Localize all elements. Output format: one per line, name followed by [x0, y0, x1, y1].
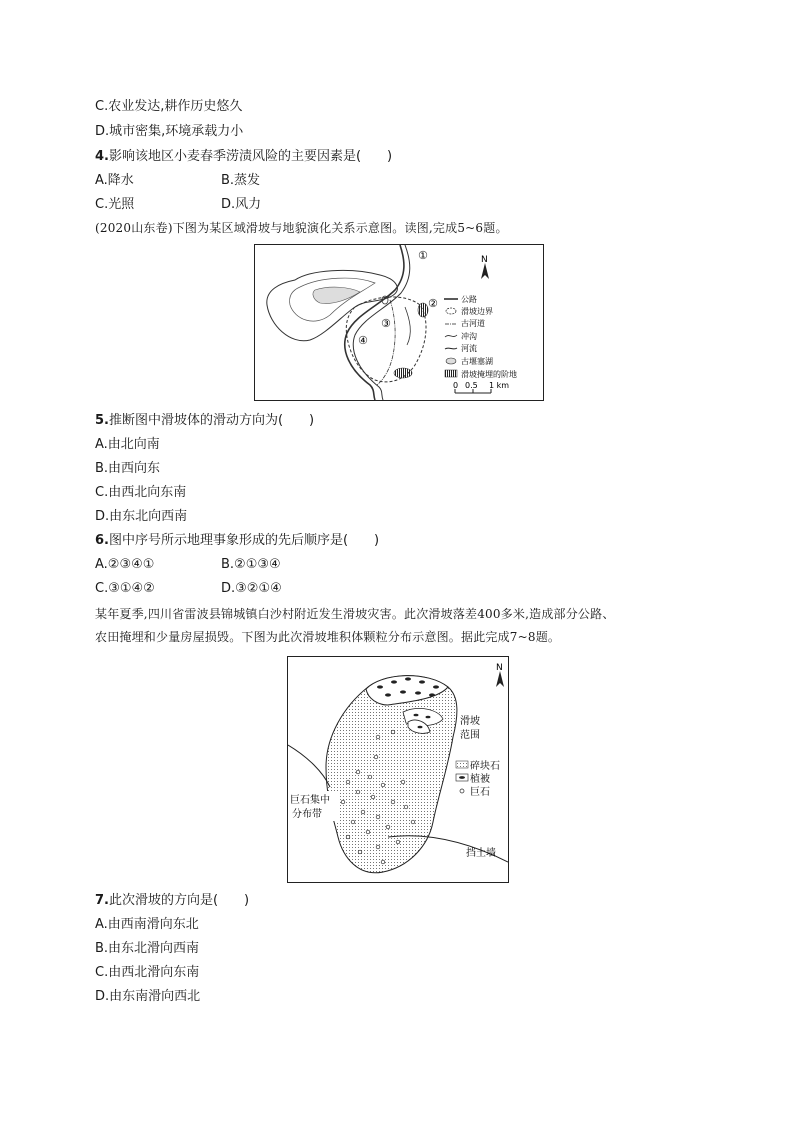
q5-option-a: A.由北向南 — [95, 437, 160, 452]
q3-option-c: C.农业发达,耕作历史悠久 — [95, 99, 243, 114]
q5-stem-line — [95, 412, 314, 430]
q4-option-a: A.降水 — [95, 173, 134, 188]
road-line — [288, 745, 330, 787]
q5-option-b: B.由西向东 — [95, 461, 161, 476]
intro-q7-8-line1: 某年夏季,四川省雷波县锦城镇白沙村附近发生滑坡灾害。此次滑坡落差400多米,造成部分公路、 — [95, 607, 615, 621]
q7-stem: 此次滑坡的方向是( ) — [108, 893, 250, 908]
legend-buried-terrace: 滑坡掩埋的阶地 — [461, 370, 517, 379]
north-arrow-icon — [481, 255, 489, 279]
legend-debris-symbol — [456, 761, 468, 768]
scale-bar — [453, 381, 509, 393]
marker-1: ① — [418, 249, 428, 262]
legend-boulder-symbol — [460, 789, 464, 793]
q4-stem-line — [95, 148, 392, 166]
q4-option-b: B.蒸发 — [221, 173, 261, 188]
legend-ancient-river: 古河道 — [461, 319, 485, 328]
label-retaining-wall: 挡土墙 — [466, 848, 496, 859]
svg-text:N: N — [496, 663, 503, 673]
q7-stem-line — [95, 892, 249, 910]
ancient-river-course — [377, 300, 395, 385]
label-slide-range-2: 范围 — [460, 730, 480, 741]
legend — [444, 294, 517, 379]
q4-option-d: D.风力 — [221, 197, 262, 212]
q6-option-d: D.③②①④ — [221, 581, 282, 596]
marker-4: ④ — [358, 334, 368, 347]
north-arrow-icon — [496, 663, 504, 687]
legend — [456, 759, 500, 798]
q6-number: 6. — [95, 533, 109, 548]
q6-option-a: A.②③④① — [95, 557, 155, 572]
intro-q7-8-line2: 农田掩埋和少量房屋损毁。下图为此次滑坡堆积体颗粒分布示意图。据此完成7~8题。 — [95, 630, 561, 644]
q7-option-b: B.由东北滑向西南 — [95, 941, 200, 956]
legend-vegetation: 植被 — [470, 774, 490, 785]
legend-road: 公路 — [461, 295, 477, 304]
river — [345, 245, 404, 400]
gully — [405, 307, 410, 345]
q4-number: 4. — [95, 149, 109, 164]
q5-option-d: D.由东北向西南 — [95, 509, 188, 524]
legend-gully-symbol — [445, 335, 457, 337]
legend-ancient-lake: 古堰塞湖 — [461, 357, 493, 366]
q5-number: 5. — [95, 413, 109, 428]
legend-boundary-symbol — [446, 308, 456, 314]
q4-stem: 影响该地区小麦春季涝渍风险的主要因素是( ) — [108, 149, 393, 164]
legend-debris: 碎块石 — [470, 761, 500, 772]
marker-2: ② — [428, 297, 438, 310]
q5-option-c: C.由西北向东南 — [95, 485, 187, 500]
buried-terrace — [394, 368, 412, 378]
scale-label-0: 0 — [453, 381, 459, 390]
q7-option-d: D.由东南滑向西北 — [95, 989, 201, 1004]
scale-label-1km: 1 km — [489, 381, 510, 390]
q5-stem: 推断图中滑坡体的滑动方向为( ) — [108, 413, 315, 428]
legend-river-symbol — [445, 348, 457, 349]
q6-option-c: C.③①④② — [95, 581, 155, 596]
svg-text:N: N — [481, 255, 488, 265]
legend-river: 河流 — [461, 344, 477, 353]
buried-terrace — [418, 303, 428, 317]
terrain-outline — [267, 270, 398, 340]
marker-3: ③ — [381, 317, 391, 330]
legend-terrace-symbol — [445, 370, 457, 377]
scale-label-half: 0.5 — [465, 381, 478, 390]
ancient-dammed-lake — [313, 287, 360, 303]
q7-option-c: C.由西北滑向东南 — [95, 965, 200, 980]
q6-option-b: B.②①③④ — [221, 557, 281, 572]
q7-number: 7. — [95, 893, 109, 908]
intro-q5-6: (2020山东卷)下图为某区域滑坡与地貌演化关系示意图。读图,完成5~6题。 — [95, 221, 508, 235]
landslide-deposit-figure — [287, 656, 509, 883]
legend-gully: 冲沟 — [461, 332, 477, 341]
label-slide-range-1: 滑坡 — [460, 716, 480, 727]
q4-option-c: C.光照 — [95, 197, 135, 212]
label-boulder-zone-2: 分布带 — [292, 809, 322, 820]
landslide-landform-figure — [254, 244, 544, 401]
landslide-landform-map — [255, 245, 543, 400]
q7-option-a: A.由西南滑向东北 — [95, 917, 199, 932]
debris-deposit — [326, 676, 457, 873]
legend-boulder: 巨石 — [470, 787, 490, 798]
q6-stem: 图中序号所示地理事象形成的先后顺序是( ) — [108, 533, 380, 548]
q3-option-d: D.城市密集,环境承载力小 — [95, 124, 244, 139]
legend-lake-symbol — [446, 358, 456, 364]
label-boulder-zone-1: 巨石集中 — [290, 795, 330, 806]
legend-landslide-boundary: 滑坡边界 — [461, 307, 493, 316]
q6-stem-line — [95, 532, 379, 550]
landslide-deposit-map — [288, 657, 508, 882]
